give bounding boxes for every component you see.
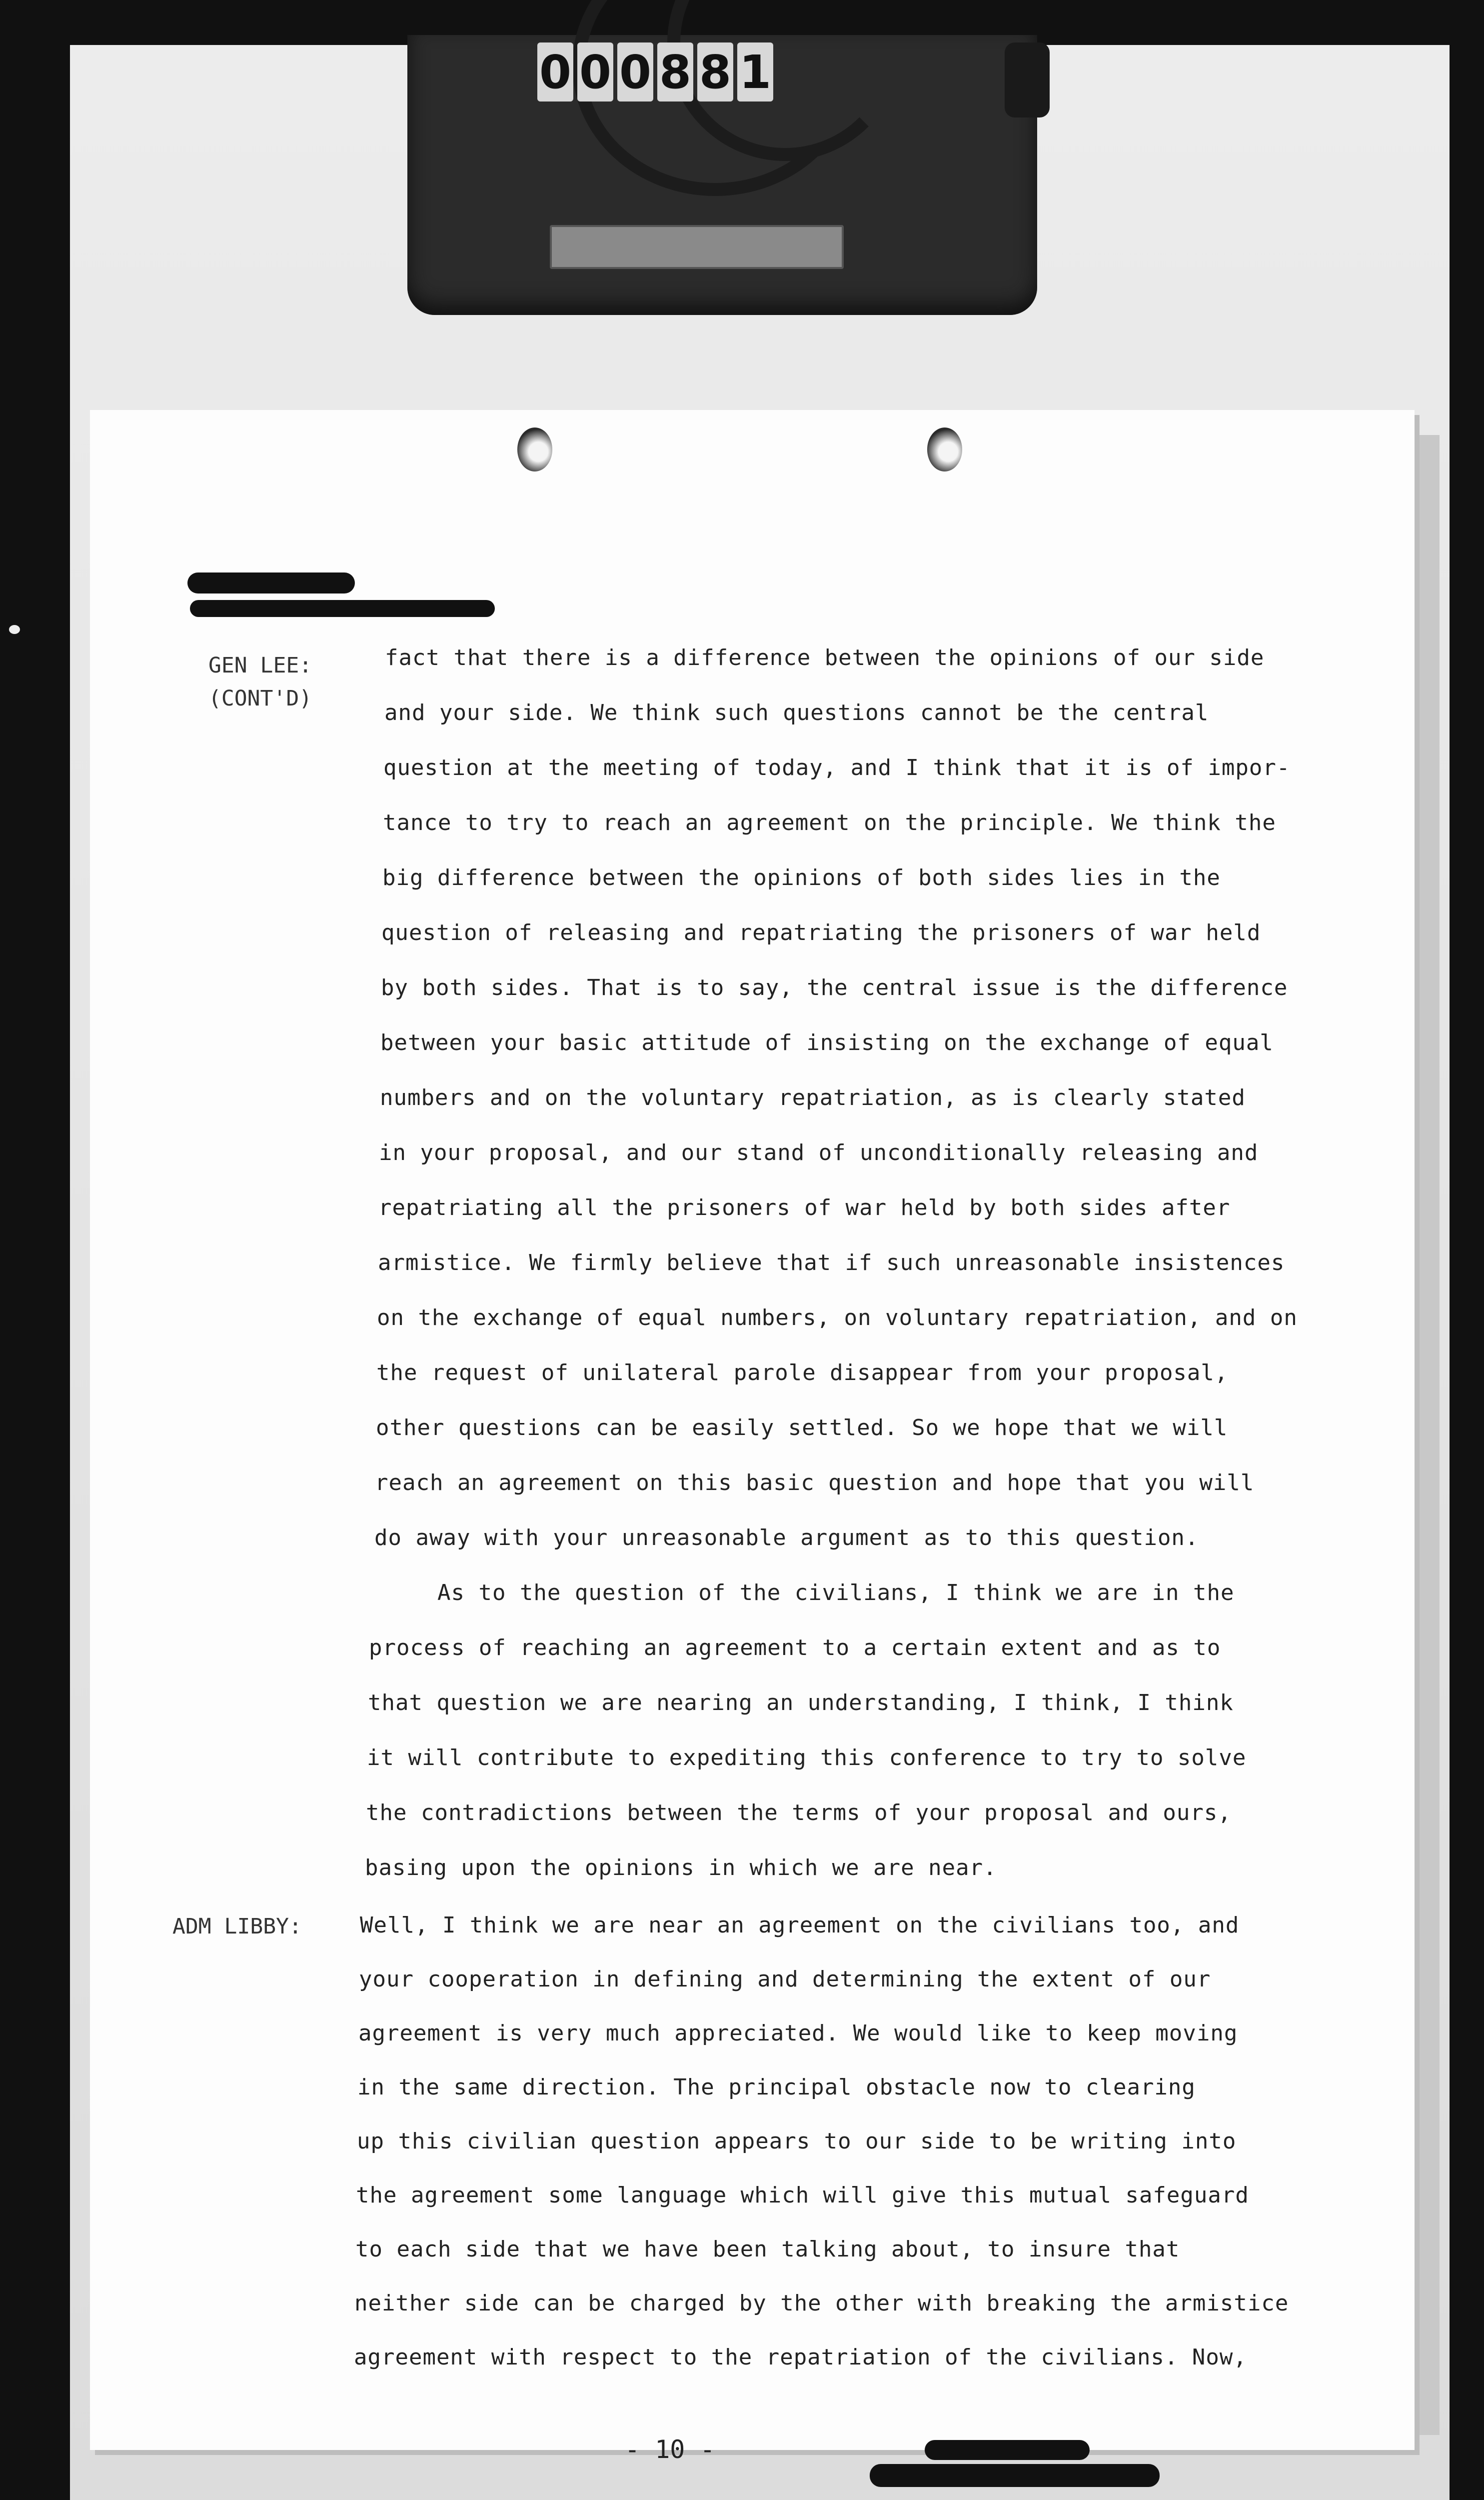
counter-knob bbox=[1005, 42, 1050, 118]
transcript-line: other questions can be easily settled. So we hope that we will bbox=[376, 1415, 1228, 1440]
transcript-line: the agreement some language which will give this mutual safeguard bbox=[356, 2182, 1249, 2208]
transcript-line: tance to try to reach an agreement on the principle. We think the bbox=[383, 810, 1276, 836]
transcript-line: your cooperation in defining and determining the extent of our bbox=[359, 1966, 1211, 1992]
transcript-line: basing upon the opinions in which we are near. bbox=[365, 1855, 997, 1880]
transcript-line: up this civilian question appears to our side to be writing into bbox=[357, 2128, 1237, 2154]
transcript-line: in the same direction. The principal obstacle now to clearing bbox=[357, 2074, 1196, 2100]
transcript-line: on the exchange of equal numbers, on voluntary repatriation, and on bbox=[377, 1305, 1298, 1330]
transcript-line: As to the question of the civilians, I think we are in the bbox=[437, 1580, 1235, 1606]
transcript-line: and your side. We think such questions cannot be the central bbox=[384, 700, 1209, 726]
transcript-line: big difference between the opinions of both sides lies in the bbox=[382, 865, 1221, 890]
counter-nameplate bbox=[550, 225, 844, 269]
frame-counter-digits bbox=[537, 42, 773, 102]
transcript-line: that question we are nearing an understanding, I think, I think bbox=[368, 1690, 1234, 1716]
page-number: - 10 - bbox=[625, 2435, 715, 2464]
redaction-bar bbox=[925, 2440, 1090, 2460]
transcript-line: the contradictions between the terms of your proposal and ours, bbox=[366, 1800, 1232, 1826]
counter-digit: 8 bbox=[697, 42, 733, 102]
transcript-line: numbers and on the voluntary repatriation, as is clearly stated bbox=[380, 1085, 1246, 1110]
redaction-bar bbox=[870, 2464, 1160, 2487]
transcript-line: armistice. We firmly believe that if such unreasonable insistences bbox=[378, 1250, 1285, 1276]
speaker-label-lee: GEN LEE: (CONT'D) bbox=[208, 653, 312, 711]
transcript-line: process of reaching an agreement to a certain extent and as to bbox=[369, 1635, 1221, 1660]
transcript-line: Well, I think we are near an agreement on the civilians too, and bbox=[360, 1912, 1240, 1938]
transcript-line: question of releasing and repatriating the prisoners of war held bbox=[381, 920, 1261, 946]
speaker-label-libby: ADM LIBBY: bbox=[172, 1914, 302, 1939]
counter-digit: 1 bbox=[737, 42, 773, 102]
transcript-line: between your basic attitude of insisting on the exchange of equal bbox=[380, 1030, 1274, 1056]
counter-digit: 8 bbox=[657, 42, 693, 102]
transcript-line: agreement is very much appreciated. We would like to keep moving bbox=[358, 2020, 1238, 2046]
transcript-line: repatriating all the prisoners of war held by both sides after bbox=[378, 1195, 1231, 1220]
transcript-line: it will contribute to expediting this conference to try to solve bbox=[367, 1745, 1247, 1770]
transcript-line: agreement with respect to the repatriation of the civilians. Now, bbox=[354, 2344, 1247, 2370]
redaction-bar bbox=[190, 600, 495, 617]
counter-digit: 0 bbox=[577, 42, 613, 102]
punch-hole bbox=[927, 428, 962, 472]
transcript-line: question at the meeting of today, and I think that it is of impor- bbox=[383, 755, 1291, 780]
transcript-line: do away with your unreasonable argument as to this question. bbox=[374, 1525, 1199, 1550]
transcript-line: to each side that we have been talking about, to insure that bbox=[355, 2236, 1180, 2262]
punch-hole bbox=[517, 428, 552, 472]
film-edge-mark bbox=[9, 625, 20, 634]
transcript-line: the request of unilateral parole disappear from your proposal, bbox=[376, 1360, 1229, 1386]
document-page bbox=[90, 410, 1415, 2464]
transcript-line: fact that there is a difference between the opinions of our side bbox=[385, 645, 1265, 670]
transcript-line: by both sides. That is to say, the central issue is the difference bbox=[381, 975, 1288, 1000]
transcript-line: in your proposal, and our stand of unconditionally releasing and bbox=[379, 1140, 1259, 1166]
redaction-bar bbox=[187, 572, 355, 594]
transcript-line: neither side can be charged by the other with breaking the armistice bbox=[354, 2290, 1289, 2316]
transcript-line: reach an agreement on this basic question and hope that you will bbox=[375, 1470, 1255, 1496]
counter-digit: 0 bbox=[537, 42, 573, 102]
counter-digit: 0 bbox=[617, 42, 653, 102]
